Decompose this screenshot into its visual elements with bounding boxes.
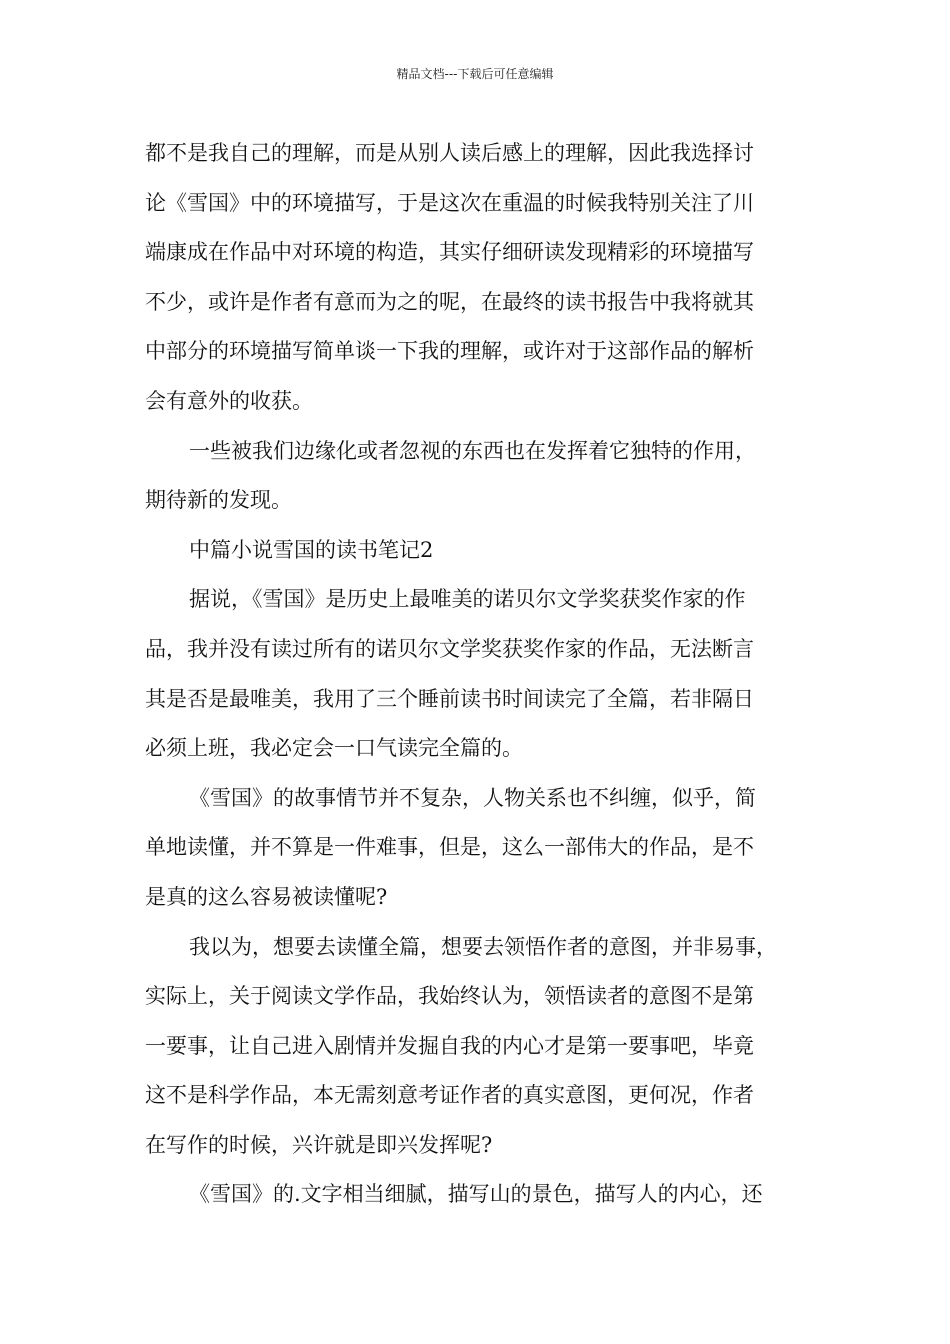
text-line: 都不是我自己的理解，而是从别人读后感上的理解，因此我选择讨 [145,141,754,165]
document-body [145,129,815,1220]
text-line: 品，我并没有读过所有的诺贝尔文学奖获奖作家的作品，无法断言 [145,636,754,661]
text-line: 单地读懂，并不算是一件难事，但是，这么一部伟大的作品，是不 [145,835,754,860]
text-line: 实际上，关于阅读文学作品，我始终认为，领悟读者的意图不是第 [145,984,754,1009]
paragraph-first-line: 《雪国》的故事情节并不复杂，人物关系也不纠缠，似乎，简 [189,785,756,810]
text-line: 会有意外的收获。 [145,388,313,413]
paragraph-first-line: 一些被我们边缘化或者忽视的东西也在发挥着它独特的作用， [189,438,756,463]
text-line: 必须上班，我必定会一口气读完全篇的。 [145,736,523,761]
text-line: 这不是科学作品，本无需刻意考证作者的真实意图，更何况，作者 [145,1083,754,1108]
section-heading: 中篇小说雪国的读书笔记2 [189,537,434,562]
text-line: 端康成在作品中对环境的构造，其实仔细研读发现精彩的环境描写 [145,240,754,265]
text-line: 中部分的环境描写简单谈一下我的理解，或许对于这部作品的解析 [145,339,754,364]
text-line: 不少，或许是作者有意而为之的呢，在最终的读书报告中我将就其 [145,289,754,314]
paragraph-first-line: 《雪国》的.文字相当细腻，描写山的景色，描写人的内心，还 [189,1182,763,1207]
paragraph-first-line: 我以为，想要去读懂全篇，想要去领悟作者的意图，并非易事， [189,934,777,959]
page-header: 精品文档---下载后可任意编辑 [396,67,554,81]
text-line: 论《雪国》中的环境描写，于是这次在重温的时候我特别关注了川 [145,190,754,215]
paragraph-first-line: 据说，《雪国》是历史上最唯美的诺贝尔文学奖获奖作家的作 [189,587,746,612]
text-line: 一要事，让自己进入剧情并发掘自我的内心才是第一要事吧，毕竟 [145,1033,754,1058]
text-line: 在写作的时候，兴许就是即兴发挥呢? [145,1132,493,1157]
text-line: 其是否是最唯美，我用了三个睡前读书时间读完了全篇，若非隔日 [145,686,754,711]
text-line: 是真的这么容易被读懂呢? [145,884,388,909]
text-line: 期待新的发现。 [145,488,292,513]
